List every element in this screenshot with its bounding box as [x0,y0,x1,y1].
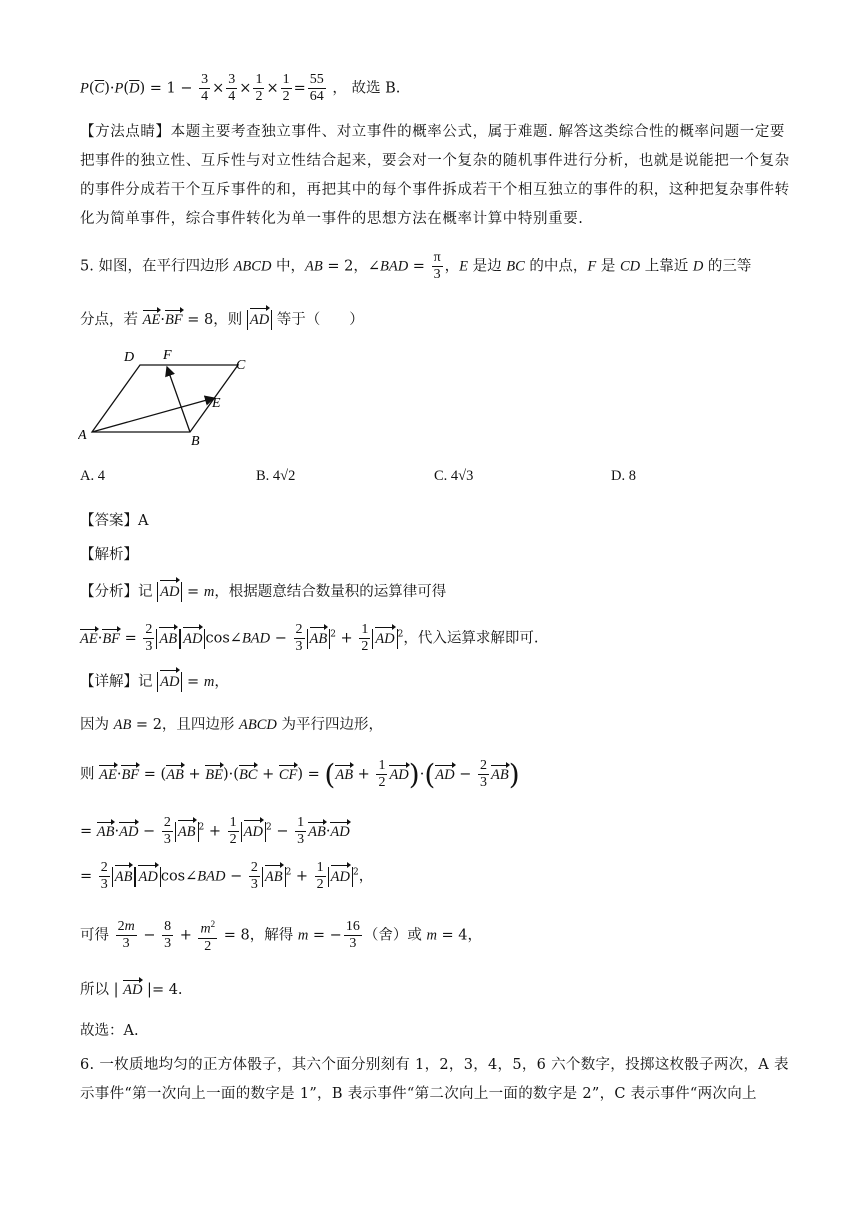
label-c: C [236,358,246,373]
choice-c: C. 4√3 [434,468,474,484]
equation-5: 所以 | AD |= 4. [80,982,183,998]
q5-line2: 分点，若 AE·BF = 8，则 AD 等于（ ） [80,312,364,328]
choice-a: A. 4 [80,468,105,484]
equation-1: 则 AE·BF = (AB + BE)·(BC + CF) = (AB + $\frac{1}{2}$ AD)·(AD − $\frac{2}{3}$ AB) [80,758,520,791]
conclusion-b: ， 故选 B. [332,80,401,97]
method-paragraph: 【方法点睛】本题主要考查独立事件、对立事件的概率公式，属于难题. 解答这类综合性的概率问题一定要把事件的独立性、互斥性与对立性结合起来，要会对一个复杂的随机事件进行分析，也就是说能把一个复杂的事件分成若干个互斥事件的和，再把其中的每个事件拆成若干个相互独立的事件的积，这种把复杂事件转化为简单事件，综合事件转化为单一事件的思想方法在概率计算中特别重要. [80,124,790,227]
equation-2: = AB·AD − $\frac{2}{3}$ AB $^2$ + $\frac{1}{2}$ AD $^2$ − $\frac{1}{3}$ AB·AD [80,815,350,847]
choice-b: B. 4√2 [256,468,296,484]
equation-3: = $\frac{2}{3}$ AB AD cos∠BAD − $\frac{2}{3}$ AB $^2$ + $\frac{1}{2}$ AD $^2$， [80,860,374,892]
equation-4: 可得 $\frac{2m}{3}$ − $\frac{8}{3}$ + $\frac{m^2}{2}$ = 8，解得 m = − $\frac{16}{3}$ （舍）或 m = 4， [80,916,482,955]
analysis-equation: AE·BF = $\frac{2}{3}$ AB AD cos∠BAD − $\frac{2}{3}$ AB $^2$ + $\frac{1}{2}$ AD $^2$，代入运算求解即可. [80,622,539,654]
label-d: D [124,350,135,365]
label-e: E [212,396,221,411]
question-6: 6. 一枚质地均匀的正方体骰子，其六个面分别刻有 1，2，3，4，5，6 六个数字，投掷这枚骰子两次，A 表示事件“第一次向上一面的数字是 1”，B 表示事件“第二次向上一面的数字是 2”，C 表示事件“两次向上 [80,1057,789,1102]
choice-d: D. 8 [611,468,636,484]
analysis-line: 【分析】记 AD = m，根据题意结合数量积的运算律可得 [80,584,447,600]
label-a: A [78,428,87,443]
label-b: B [191,434,200,449]
vector-ae [92,398,214,432]
label-f: F [163,348,172,363]
answer: 【答案】A [80,513,149,529]
vector-bf [167,367,190,432]
probability-result-line: $P(\overline{C})\cdot P(\overline{D}) = 1$ − $\frac{3}{4}$ × $\frac{3}{4}$ × $\frac{1}{2}$ × $\frac{1}{2}$ = $\frac{55}{64}$ ， 故选 B. [80,72,401,104]
analysis-eq-tail: ，代入运算求解即可. [403,630,539,647]
analysis-heading: 【解析】 [80,547,138,563]
q5-line1: 5. 如图，在平行四边形 ABCD 中，AB = 2，∠BAD = $\frac{\pi}{3}$ ，E 是边 BC 的中点，F 是 CD 上靠近 D 的三等 [80,250,752,282]
parallelogram-figure [78,345,258,450]
detail-line: 【详解】记 AD = m， [80,674,229,690]
because-line: 因为 AB = 2，且四边形 ABCD 为平行四边形， [80,717,383,733]
conclusion: 故选：A. [80,1023,139,1039]
